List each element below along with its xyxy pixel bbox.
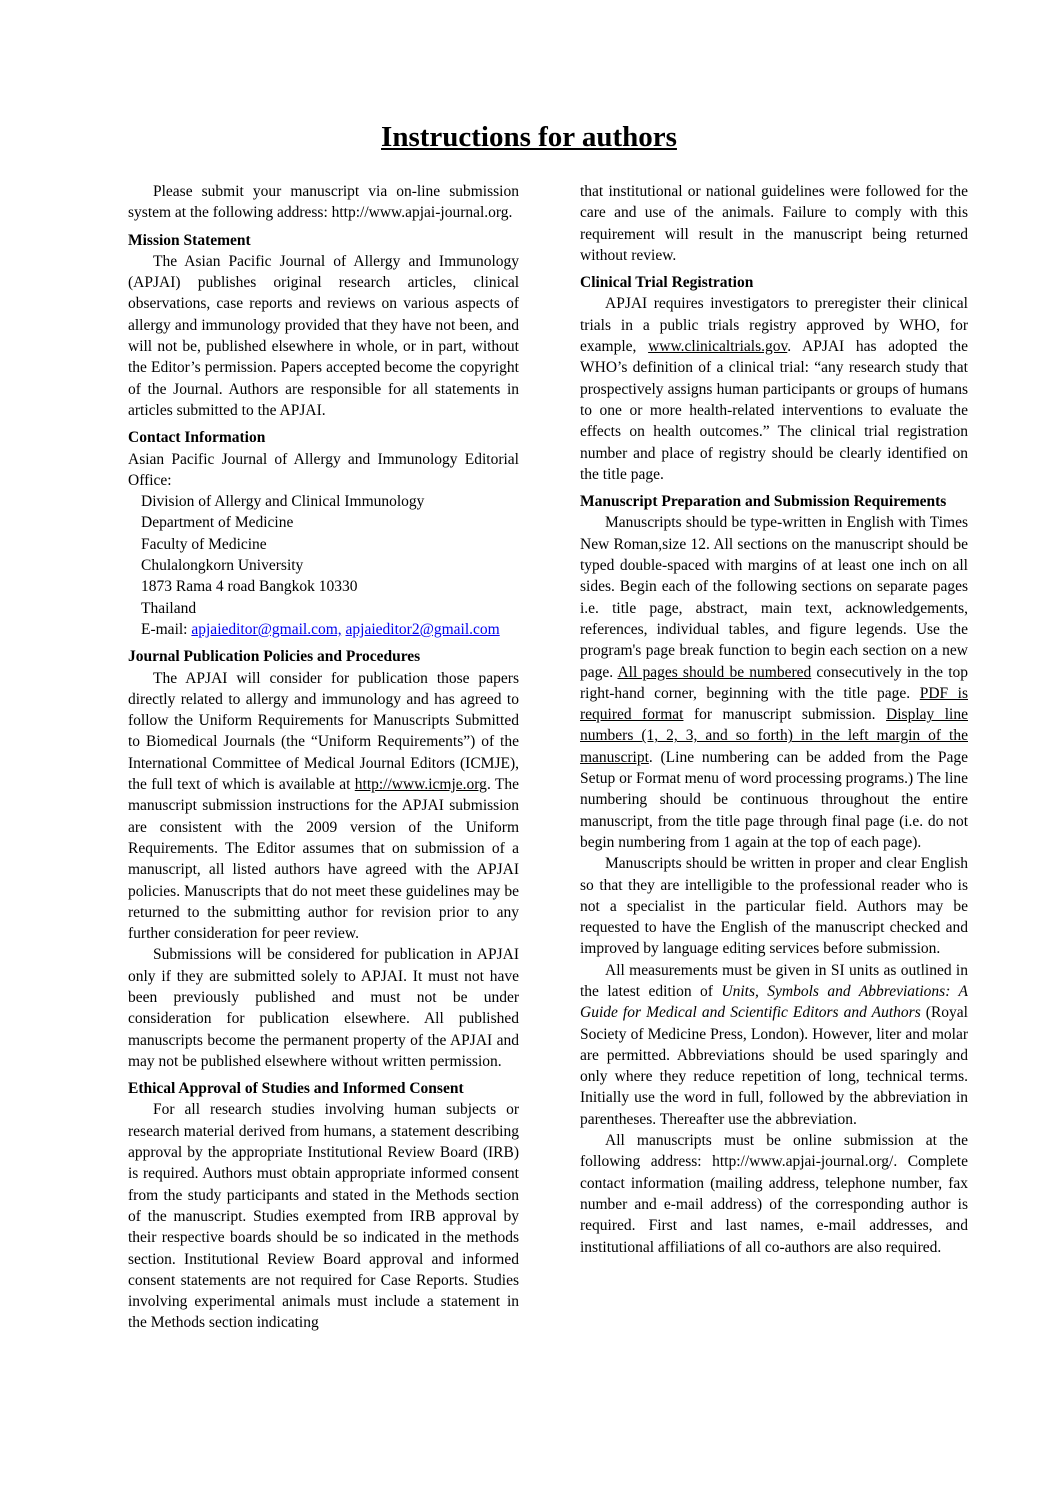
section-heading: Journal Publication Policies and Procedures: [128, 648, 421, 666]
two-column-layout: [128, 181, 968, 1334]
text-run: Manuscripts should be written in proper and clear English so that they are intelligible to the professional reader who is not a specialist in the particular field. Authors may be requested to have the English of the manuscript checked and improved by language editing services before submission.: [580, 855, 968, 958]
page-title: Instructions for authors: [381, 121, 677, 153]
paragraph: [128, 251, 519, 421]
text-run: Manuscripts should be type-written in English with Times New Roman,size 12. All sections on the manuscript should be typed double-spaced with margins of at least one inch on all sides. Begin each of the following sections on separate pages i.e. title page, abstract, main text, acknowledgements, references, individual tables, and figure legends. Use the program's page break function to begin each section on a new page.: [580, 514, 968, 681]
text-run: APJAI requires investigators to preregister their clinical trials in a public trials registry approved by WHO, for example,: [580, 295, 968, 356]
text-run: Units, Symbols and Abbreviations: A Guide for Medical and Scientific Editors and Authors: [580, 982, 968, 1022]
clinicaltrials-url: www.clinicaltrials.gov: [648, 338, 788, 356]
text-run: consecutively in the top right-hand corner, beginning with the title page.: [580, 663, 968, 702]
paragraph: [128, 449, 519, 492]
section-heading: Contact Information: [128, 429, 266, 447]
text-run: for manuscript submission.: [683, 706, 887, 724]
email-link-1[interactable]: apjaieditor@gmail.com,: [191, 620, 342, 638]
contact-line: [141, 491, 519, 512]
contact-line: [141, 576, 519, 597]
paragraph: [580, 960, 968, 1130]
email-link-2[interactable]: apjaieditor2@gmail.com: [345, 620, 500, 638]
paragraph: [128, 944, 519, 1072]
paragraph: [580, 512, 968, 853]
paragraph: [580, 293, 968, 485]
text-run: All pages should be numbered: [617, 663, 812, 681]
text-run: E-mail:: [141, 620, 192, 638]
text-run: Chulalongkorn University: [141, 557, 304, 575]
paragraph: [128, 1099, 519, 1333]
text-run: Thailand: [141, 599, 197, 617]
text-run: PDF is required format: [580, 684, 968, 724]
text-run: All manuscripts must be online submission at the following address: http://www.apjai-journal.org/. Complete contact information (mailing address, telephone number, fax number and e-mail address) of the corresponding author is required. First and last names, e-mail addresses, and institutional affiliations of all co-authors are also required.: [580, 1132, 968, 1256]
section-heading: Ethical Approval of Studies and Informed Consent: [128, 1080, 464, 1098]
left-column: [128, 181, 519, 1334]
text-run: For all research studies involving human subjects or research material derived from humans, a statement describing approval by the appropriate Institutional Review Board (IRB) is required. Authors must obtain appropriate informed consent from the study participants and stated in the Methods section of the manuscript. Studies exempted from IRB approval by their respective boards should be so indicated in the methods section. Institutional Review Board approval and informed consent statements are not required for Case Reports. Studies involving experimental animals must include a statement in the Methods section indicating: [128, 1101, 519, 1332]
text-run: . APJAI has adopted the WHO’s definition of a clinical trial: “any research study that prospectively assigns human participants or groups of humans to one or more health-related interventions to evaluate the effects on health outcomes.” The clinical trial registration number and place of registry should be clearly identified on the title page.: [580, 338, 968, 483]
text-run: 1873 Rama 4 road Bangkok 10330: [141, 578, 358, 596]
text-run: . (Line numbering can be added from the Page Setup or Format menu of word processing programs.) The line numbering should be continuous throughout the entire manuscript, from the title page through final page (i.e. do not begin numbering from 1 again at the top of each page).: [580, 748, 968, 851]
contact-line: [141, 555, 519, 576]
text-run: Asian Pacific Journal of Allergy and Immunology Editorial Office:: [128, 450, 519, 489]
contact-line: [141, 619, 519, 640]
paragraph: [580, 853, 968, 959]
contact-line: [141, 598, 519, 619]
text-run: Faculty of Medicine: [141, 535, 267, 553]
text-run: Display line numbers (1, 2, 3, and so forth) in the left margin of the manuscript: [580, 706, 968, 766]
paragraph: [128, 181, 519, 224]
text-run: The APJAI will consider for publication those papers directly related to allergy and immunology and has agreed to follow the Uniform Requirements for Manuscripts Submitted to Biomedical Journals (the “Uniform Requirements”) of the International Committee of Medical Journal Editors (ICMJE), the full text of which is available at: [128, 669, 519, 794]
section-heading: Clinical Trial Registration: [580, 274, 754, 292]
text-run: Submissions will be considered for publication in APJAI only if they are submitted solely to APJAI. It must not have been previously published and must not be under consideration for publication elsewhere. All published manuscripts become the permanent property of the APJAI and may not be published elsewhere without written permission.: [128, 946, 519, 1070]
paragraph: [128, 668, 519, 945]
icmje-url: http://www.icmje.org: [354, 776, 487, 794]
paragraph: [580, 181, 968, 266]
text-run: All measurements must be given in SI units as outlined in the latest edition of: [580, 961, 968, 1000]
text-run: (Royal Society of Medicine Press, London). However, liter and molar are permitted. Abbreviations should be used sparingly and only where they reduce repetition of long, technical terms. Initially use the word in full, followed by the abbreviation in parentheses. Thereafter use the abbreviation.: [580, 1004, 968, 1128]
right-column: [580, 181, 968, 1334]
contact-line: [141, 512, 519, 533]
text-run: that institutional or national guidelines were followed for the care and use of the animals. Failure to comply with this requirement will result in the manuscript being returned without review.: [580, 183, 968, 264]
text-run: Please submit your manuscript via on-line submission system at the following address: http://www.apjai-journal.org.: [128, 183, 519, 222]
paragraph: [580, 1130, 968, 1258]
contact-line: [141, 534, 519, 555]
text-run: Department of Medicine: [141, 514, 294, 532]
section-heading: Manuscript Preparation and Submission Requirements: [580, 493, 947, 511]
text-run: The Asian Pacific Journal of Allergy and Immunology (APJAI) publishes original research articles, clinical observations, case reports and reviews on various aspects of allergy and immunology provided that they have not been, and will not be, published elsewhere in whole, or in part, without the Editor’s permission. Papers accepted become the copyright of the Journal. Authors are responsible for all statements in articles submitted to the APJAI.: [128, 252, 519, 419]
section-heading: Mission Statement: [128, 231, 251, 249]
text-run: . The manuscript submission instructions for the APJAI submission are consistent with the 2009 version of the Uniform Requirements. The Editor assumes that on submission of a manuscript, all listed authors have agreed with the APJAI policies. Manuscripts that do not meet these guidelines may be returned to the submitting author for revision prior to any further consideration for peer review.: [128, 776, 519, 943]
text-run: Division of Allergy and Clinical Immunology: [141, 493, 425, 511]
